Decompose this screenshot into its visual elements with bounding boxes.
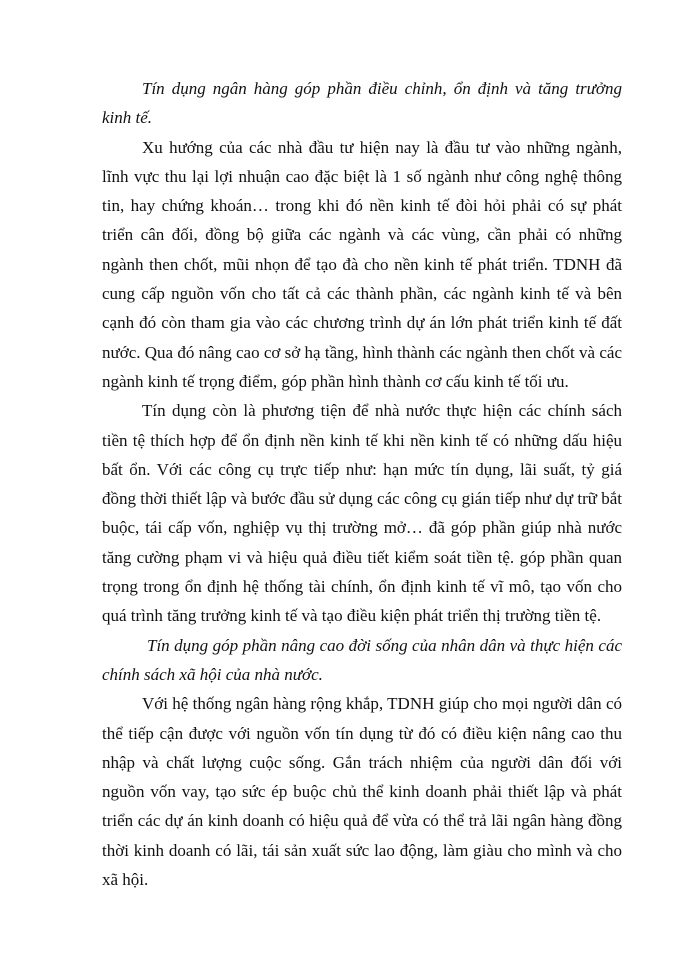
document-body xyxy=(102,74,622,894)
section-heading-credit-economy: Tín dụng ngân hàng góp phần điều chỉnh, ổn định và tăng trưởng kinh tế. xyxy=(102,79,622,128)
paragraph-bank-network: Với hệ thống ngân hàng rộng khắp, TDNH giúp cho mọi người dân có thể tiếp cận được với nguồn vốn tín dụng từ đó có điều kiện nâng cao thu nhập và chất lượng cuộc sống. Gắn trách nhiệm của người dân đối với nguồn vốn vay, tạo sức ép buộc chủ thể kinh doanh phải thiết lập và phát triển các dự án kinh doanh có hiệu quả để vừa có thể trả lãi ngân hàng đồng thời kinh doanh có lãi, tái sản xuất sức lao động, làm giàu cho mình và cho xã hội. xyxy=(102,694,622,890)
paragraph-monetary-policy: Tín dụng còn là phương tiện để nhà nước thực hiện các chính sách tiền tệ thích hợp để ổn định nền kinh tế khi nền kinh tế có những dấu hiệu bất ổn. Với các công cụ trực tiếp như: hạn mức tín dụng, lãi suất, tỷ giá đồng thời thiết lập và bước đầu sử dụng các công cụ gián tiếp như dự trữ bắt buộc, tái cấp vốn, nghiệp vụ thị trường mở… đã góp phần giúp nhà nước tăng cường phạm vi và hiệu quả điều tiết kiểm soát tiền tệ. góp phần quan trọng trong ổn định hệ thống tài chính, ổn định kinh tế vĩ mô, tạo vốn cho quá trình tăng trưởng kinh tế và tạo điều kiện phát triển thị trường tiền tệ. xyxy=(102,401,622,626)
paragraph-investment-trends: Xu hướng của các nhà đầu tư hiện nay là đầu tư vào những ngành, lĩnh vực thu lại lợi nhuận cao đặc biệt là 1 số ngành như công nghệ thông tin, hay chứng khoán… trong khi đó nền kinh tế đòi hỏi phải có sự phát triển cân đối, đồng bộ giữa các ngành và các vùng, cần phải có những ngành then chốt, mũi nhọn để tạo đà cho nền kinh tế phát triển. TDNH đã cung cấp nguồn vốn cho tất cả các thành phần, các ngành kinh tế và bên cạnh đó còn tham gia vào các chương trình dự án lớn phát triển kinh tế đất nước. Qua đó nâng cao cơ sở hạ tầng, hình thành các ngành then chốt và các ngành kinh tế trọng điểm, góp phần hình thành cơ cấu kinh tế tối ưu. xyxy=(102,137,622,391)
section-heading-credit-livelihood: Tín dụng góp phần nâng cao đời sống của nhân dân và thực hiện các chính sách xã hội của nhà nước. xyxy=(102,635,622,684)
